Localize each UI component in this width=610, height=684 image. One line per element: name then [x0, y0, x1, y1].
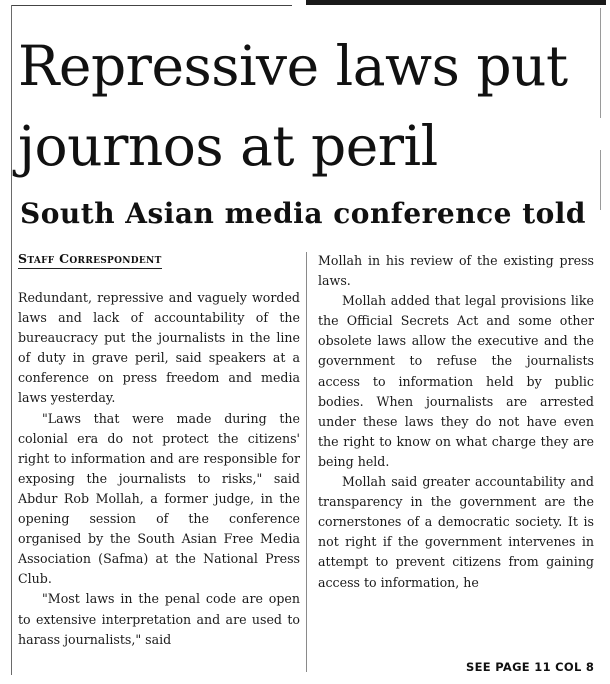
headline-line-2: journos at peril [18, 114, 438, 178]
column-divider [306, 252, 307, 672]
article-column-left [18, 288, 300, 650]
paragraph: Redundant, repressive and vaguely worded laws and lack of accountability of the bureaucracy put the journalists in the line of duty in grave peril, said speakers at a conference on press freedom and media laws yesterday. [18, 290, 300, 406]
left-border [11, 5, 12, 675]
right-border [600, 8, 601, 118]
byline: Staff Correspondent [18, 251, 162, 269]
paragraph: Mollah added that legal provisions like the Official Secrets Act and some other obsolete laws allow the executive and the government to refuse the journalists access to information held by public bodies. When journalists are arrested under these laws they do not have even the right to know on what charge they are being held. [318, 293, 594, 469]
article-column-right [318, 251, 594, 593]
paragraph: "Laws that were made during the colonial era do not protect the citizens' right to information and are responsible for exposing the journalists to risks," said Abdur Rob Mollah, a former judge, in the opening session of the conference organised by the South Asian Free Media Association (Safma) at the National Press Club. [18, 410, 300, 587]
subheadline: South Asian media conference told [20, 197, 587, 230]
paragraph: "Most laws in the penal code are open to extensive interpretation and are used to harass journalists," said [18, 591, 300, 647]
right-border-lower [600, 150, 601, 210]
continuation-jump: SEE PAGE 11 COL 8 [466, 660, 595, 674]
headline [18, 26, 598, 186]
headline-line-1: Repressive laws put [18, 34, 568, 98]
paragraph: Mollah said greater accountability and transparency in the government are the cornerstones of a democratic society. It is not right if the government intervenes in attempt to prevent citizens from gaining access to information, he [318, 474, 594, 590]
top-rule-left [12, 5, 292, 6]
paragraph: Mollah in his review of the existing press laws. [318, 253, 594, 289]
top-rule-right [306, 0, 606, 5]
